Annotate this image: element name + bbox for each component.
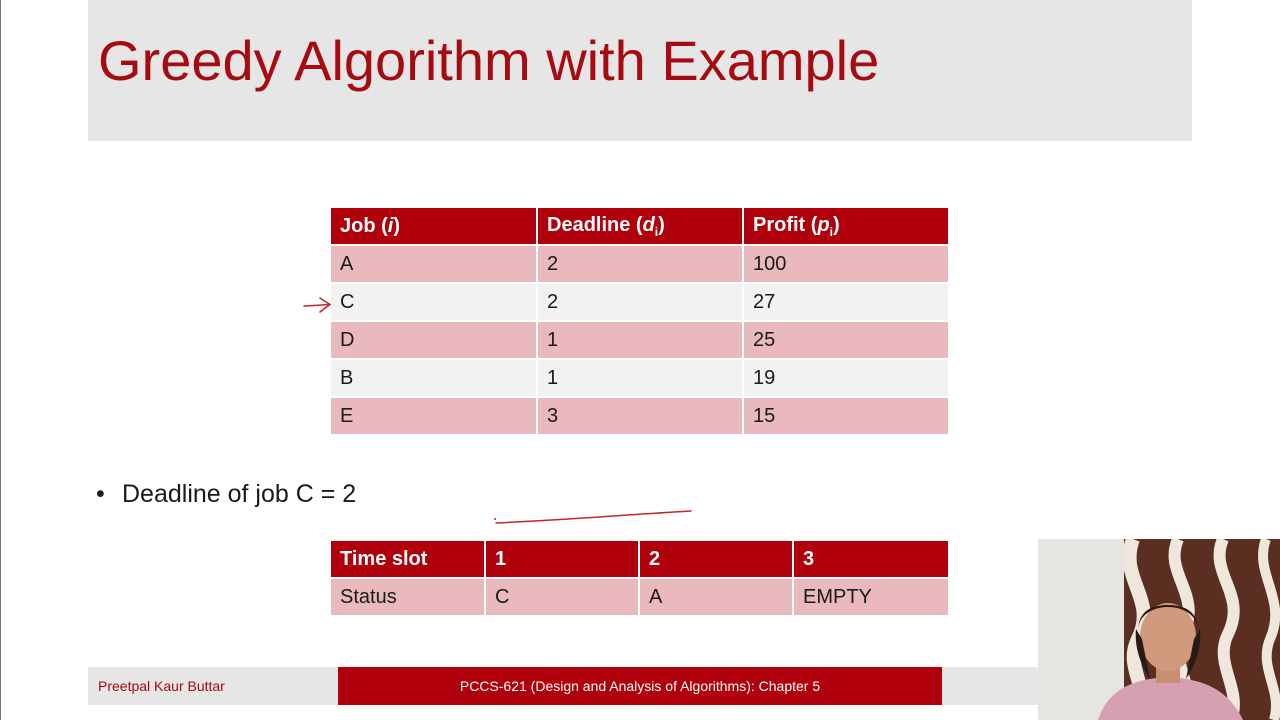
table-row <box>331 321 948 359</box>
footer-author: Preetpal Kaur Buttar <box>88 667 338 705</box>
cell-job: D <box>331 321 537 359</box>
table-row <box>331 283 948 321</box>
header-slot-1: 1 <box>485 541 639 578</box>
cell-profit: 27 <box>743 283 948 321</box>
time-slot-table <box>331 541 948 617</box>
cell-profit: 19 <box>743 359 948 397</box>
job-table <box>331 208 948 436</box>
slot-status-row <box>331 578 948 616</box>
slide-title: Greedy Algorithm with Example <box>98 29 880 92</box>
table-row <box>331 359 948 397</box>
cell-deadline: 2 <box>537 245 743 283</box>
job-table-header-row <box>331 208 948 245</box>
status-slot-1: C <box>485 578 639 616</box>
cell-job: B <box>331 359 537 397</box>
table-row <box>331 397 948 435</box>
status-slot-3: EMPTY <box>793 578 948 616</box>
footer-course: PCCS-621 (Design and Analysis of Algorithms): Chapter 5 <box>338 667 942 705</box>
table-row <box>331 245 948 283</box>
cell-profit: 100 <box>743 245 948 283</box>
cell-job: C <box>331 283 537 321</box>
header-profit: Profit $(p_i)$ <box>743 208 948 245</box>
header-job: Job (i) <box>331 208 537 245</box>
cell-job: A <box>331 245 537 283</box>
presenter-webcam-icon <box>1038 539 1280 720</box>
bullet-text: Deadline of job C = 2 <box>122 480 357 508</box>
cell-deadline: 1 <box>537 321 743 359</box>
status-label: Status <box>331 578 485 616</box>
status-slot-2: A <box>639 578 793 616</box>
cell-deadline: 2 <box>537 283 743 321</box>
cell-deadline: 3 <box>537 397 743 435</box>
cell-profit: 15 <box>743 397 948 435</box>
bullet-symbol: • <box>96 480 105 508</box>
header-time-slot: Time slot <box>331 541 485 578</box>
cell-job: E <box>331 397 537 435</box>
footer-right-band <box>942 667 1038 705</box>
header-slot-2: 2 <box>639 541 793 578</box>
pen-scribble-icon <box>488 504 698 528</box>
cell-profit: 25 <box>743 321 948 359</box>
cell-deadline: 1 <box>537 359 743 397</box>
header-deadline: Deadline $(d_i)$ <box>537 208 743 245</box>
bullet-point <box>96 480 356 509</box>
header-slot-3: 3 <box>793 541 948 578</box>
slot-header-row <box>331 541 948 578</box>
left-edge-rule <box>0 0 1 720</box>
